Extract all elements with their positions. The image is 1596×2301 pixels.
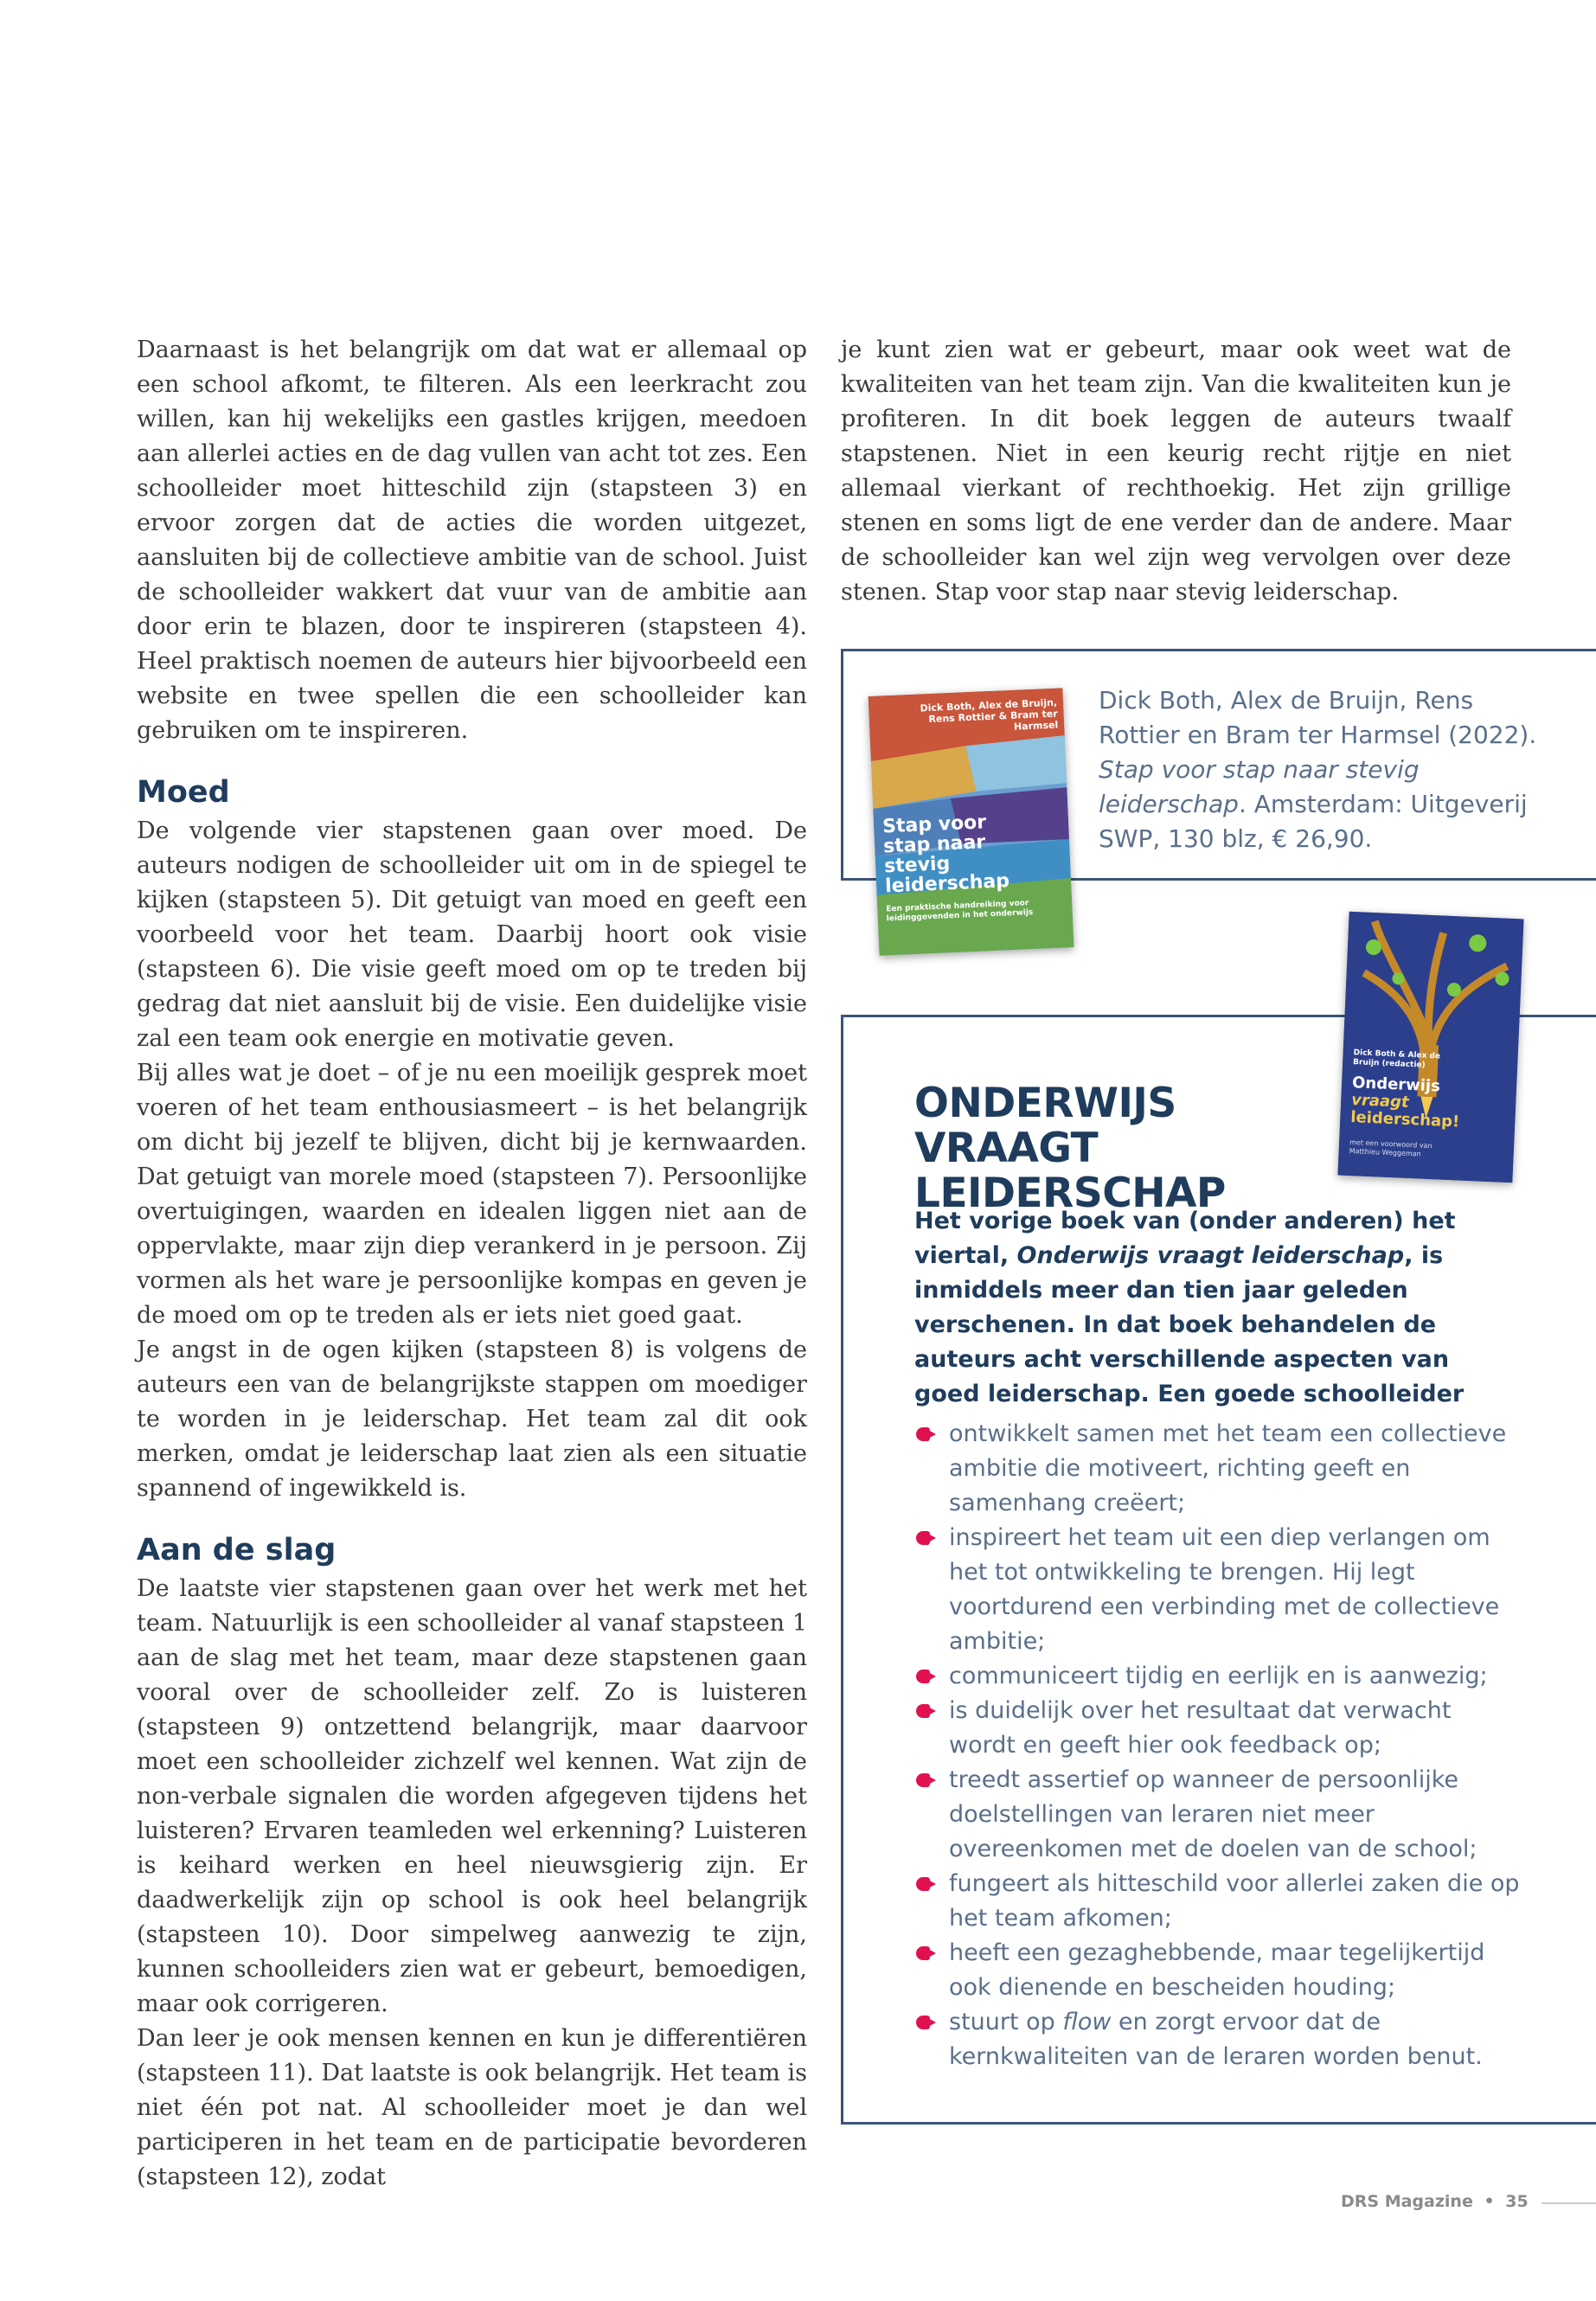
bullet-icon	[916, 1877, 930, 1891]
book-reference-publisher: . Amsterdam: Uitgeverij SWP, 130 blz, € 26,90.	[1099, 790, 1528, 853]
magazine-name: DRS Magazine	[1341, 2192, 1473, 2211]
feature-intro-after: , is inmiddels meer dan tien jaar geleden verschenen. In dat boek behandelen de auteurs acht verschillende aspecten van goed leiderschap. Een goede schoolleider	[914, 1242, 1465, 1407]
feature-intro	[914, 1204, 1503, 1412]
list-item-italic: flow	[1062, 2009, 1112, 2035]
feature-intro-book-title: Onderwijs vraagt leiderschap	[1016, 1242, 1405, 1269]
book2-title-line-2: vraagt	[1350, 1091, 1410, 1112]
list-item	[914, 1763, 1520, 1867]
list-item-text: inspireert het team uit een diep verlangen om het tot ontwikkeling te brengen. Hij legt voortdurend een verbinding met de collectieve ambitie;	[949, 1524, 1500, 1655]
book-cover-onderwijs-vraagt-leiderschap	[1337, 912, 1523, 1183]
list-item-text: treedt assertief op wanneer de persoonlijke doelstellingen van leraren niet meer overeenkomen met de doelen van de school;	[949, 1766, 1477, 1862]
bullet-icon	[916, 1670, 930, 1683]
bullet-icon	[916, 1946, 930, 1960]
list-item	[914, 2005, 1520, 2074]
book-reference-title: Stap voor stap naar stevig leiderschap	[1099, 755, 1420, 818]
book2-cover-authors: Dick Both & Alex de Bruijn (redactie)	[1352, 1048, 1441, 1070]
slag-paragraph-2: Dan leer je ook mensen kennen en kun je differentiëren (stapsteen 11). Dat laatste is ook belangrijk. Het team is niet één pot nat. Al schoolleider moet je dan wel participeren in het team en de participatie bevorderen (stapsteen 12), zodat	[137, 2025, 807, 2190]
feature-title: ONDERWIJS VRAAGT LEIDERSCHAP	[914, 1080, 1226, 1217]
list-item	[914, 1694, 1520, 1763]
list-item	[914, 1659, 1520, 1694]
list-item	[914, 1417, 1520, 1521]
book2-title-line-1: Onderwijs	[1351, 1074, 1441, 1096]
footer-rule	[1542, 2202, 1596, 2204]
book2-cover-foreword: met een voorwoord van Matthieu Weggeman	[1349, 1138, 1433, 1158]
footer-separator: •	[1484, 2192, 1495, 2211]
heading-aan-de-slag: Aan de slag	[137, 1533, 337, 1567]
moed-paragraph-2: Bij alles wat je doet – of je nu een moeilijk gesprek moet voeren of het team enthousiasmeert – is het belangrijk om dicht bij jezelf te blijven, dicht bij je kernwaarden. Dat getuigt van morele moed (stapsteen 7). Persoonlijke overtuigingen, waarden en idealen liggen niet aan de oppervlakte, maar zijn diep verankerd in je persoon. Zij vormen als het ware je persoonlijke kompas en geven je de moed om op te treden als er iets niet goed gaat.	[137, 1060, 807, 1329]
list-item	[914, 1867, 1520, 1936]
page-footer	[1341, 2192, 1529, 2211]
list-item	[914, 1521, 1520, 1659]
moed-paragraph-3: Je angst in de ogen kijken (stapsteen 8) is volgens de auteurs een van de belangrijkste stappen om moediger te worden in je leiderschap. Het team zal dit ook merken, omdat je leiderschap laat zien als een situatie spannend of ingewikkeld is.	[137, 1336, 807, 1502]
list-item-text-before: stuurt op	[949, 2009, 1055, 2035]
list-item-text: is duidelijk over het resultaat dat verwacht wordt en geeft hier ook feedback op;	[949, 1697, 1452, 1759]
book1-cover-authors: Dick Both, Alex de Bruijn, Rens Rottier & Bram ter Harmsel	[920, 696, 1059, 733]
right-column	[841, 333, 1511, 610]
heading-moed: Moed	[137, 775, 230, 810]
book2-cover-title	[1350, 1074, 1508, 1133]
bullet-icon	[916, 1531, 930, 1545]
book-reference	[1099, 683, 1548, 856]
list-item-text: fungeert als hitteschild voor allerlei zaken die op het team afkomen;	[949, 1870, 1520, 1932]
list-item-text: heeft een gezaghebbende, maar tegelijkertijd ook dienende en bescheiden houding;	[949, 1939, 1485, 2001]
bullet-icon	[916, 2016, 930, 2029]
list-item	[914, 1936, 1520, 2005]
list-item-text: ontwikkelt samen met het team een collectieve ambitie die motiveert, richting geeft en samenhang creëert;	[949, 1420, 1507, 1516]
left-column	[137, 333, 807, 2195]
feature-intro-before: Het vorige boek van (onder anderen) het viertal,	[914, 1208, 1456, 1269]
list-item-text: communiceert tijdig en eerlijk en is aanwezig;	[949, 1663, 1488, 1689]
bullet-icon	[916, 1704, 930, 1718]
bullet-icon	[916, 1427, 930, 1441]
moed-paragraph-1: De volgende vier stapstenen gaan over moed. De auteurs nodigen de schoolleider uit om in de spiegel te kijken (stapsteen 5). Dit getuigt van moed en geeft een voorbeeld voor het team. Daarbij hoort ook visie (stapsteen 6). Die visie geeft moed om op te treden bij gedrag dat niet aansluit bij de visie. Een duidelijke visie zal een team ook energie en motivatie geven.	[137, 817, 807, 1052]
list-item-text-after: en zorgt ervoor dat de kernkwaliteiten van de leraren worden benut.	[949, 2009, 1483, 2070]
qualities-list	[914, 1417, 1520, 2074]
page-number: 35	[1505, 2192, 1529, 2211]
bullet-icon	[916, 1773, 930, 1787]
book1-cover-subtitle: Een praktische handreiking voor leidinggevenden in het onderwijs	[886, 899, 1034, 924]
continuation-paragraph: je kunt zien wat er gebeurt, maar ook weet wat de kwaliteiten van het team zijn. Van die kwaliteiten kun je profiteren. In dit boek leggen de auteurs twaalf stapstenen. Niet in een keurig recht rijtje en niet allemaal vierkant of rechthoekig. Het zijn grillige stenen en soms ligt de ene verder dan de andere. Maar de schoolleider kan wel zijn weg vervolgen over deze stenen. Stap voor stap naar stevig leiderschap.	[841, 336, 1511, 606]
slag-paragraph-1: De laatste vier stapstenen gaan over het werk met het team. Natuurlijk is een schoolleider al vanaf stapsteen 1 aan de slag met het team, maar deze stapstenen gaan vooral over de schoolleider zelf. Zo is luisteren (stapsteen 9) ontzettend belangrijk, maar daarvoor moet een schoolleider zichzelf wel kennen. Wat zijn de non-verbale signalen die worden afgegeven tijdens het luisteren? Ervaren teamleden wel erkenning? Luisteren is keihard werken en heel nieuwsgierig zijn. Er daadwerkelijk zijn op school is ook heel belangrijk (stapsteen 10). Door simpelweg aanwezig te zijn, kunnen schoolleiders zien wat er gebeurt, bemoedigen, maar ook corrigeren.	[137, 1575, 807, 2017]
book2-title-line-3: leiderschap!	[1349, 1108, 1460, 1131]
intro-paragraph: Daarnaast is het belangrijk om dat wat er allemaal op een school afkomt, te filteren. Als een leerkracht zou willen, kan hij wekelijks een gastles krijgen, meedoen aan allerlei acties en de dag vullen van acht tot zes. Een schoolleider moet hitteschild zijn (stapsteen 3) en ervoor zorgen dat de acties die worden uitgezet, aansluiten bij de collectieve ambitie van de school. Juist de schoolleider wakkert dat vuur van de ambitie aan door erin te blazen, door te inspireren (stapsteen 4). Heel praktisch noemen de auteurs hier bijvoorbeeld een website en twee spellen die een schoolleider kan gebruiken om te inspireren.	[137, 336, 807, 744]
book-reference-authors: Dick Both, Alex de Bruijn, Rens Rottier en Bram ter Harmsel (2022).	[1099, 686, 1537, 749]
book1-cover-title: Stap voor stap naar stevig leiderschap	[881, 811, 1010, 898]
book-cover-stap-voor-stap	[869, 688, 1074, 956]
